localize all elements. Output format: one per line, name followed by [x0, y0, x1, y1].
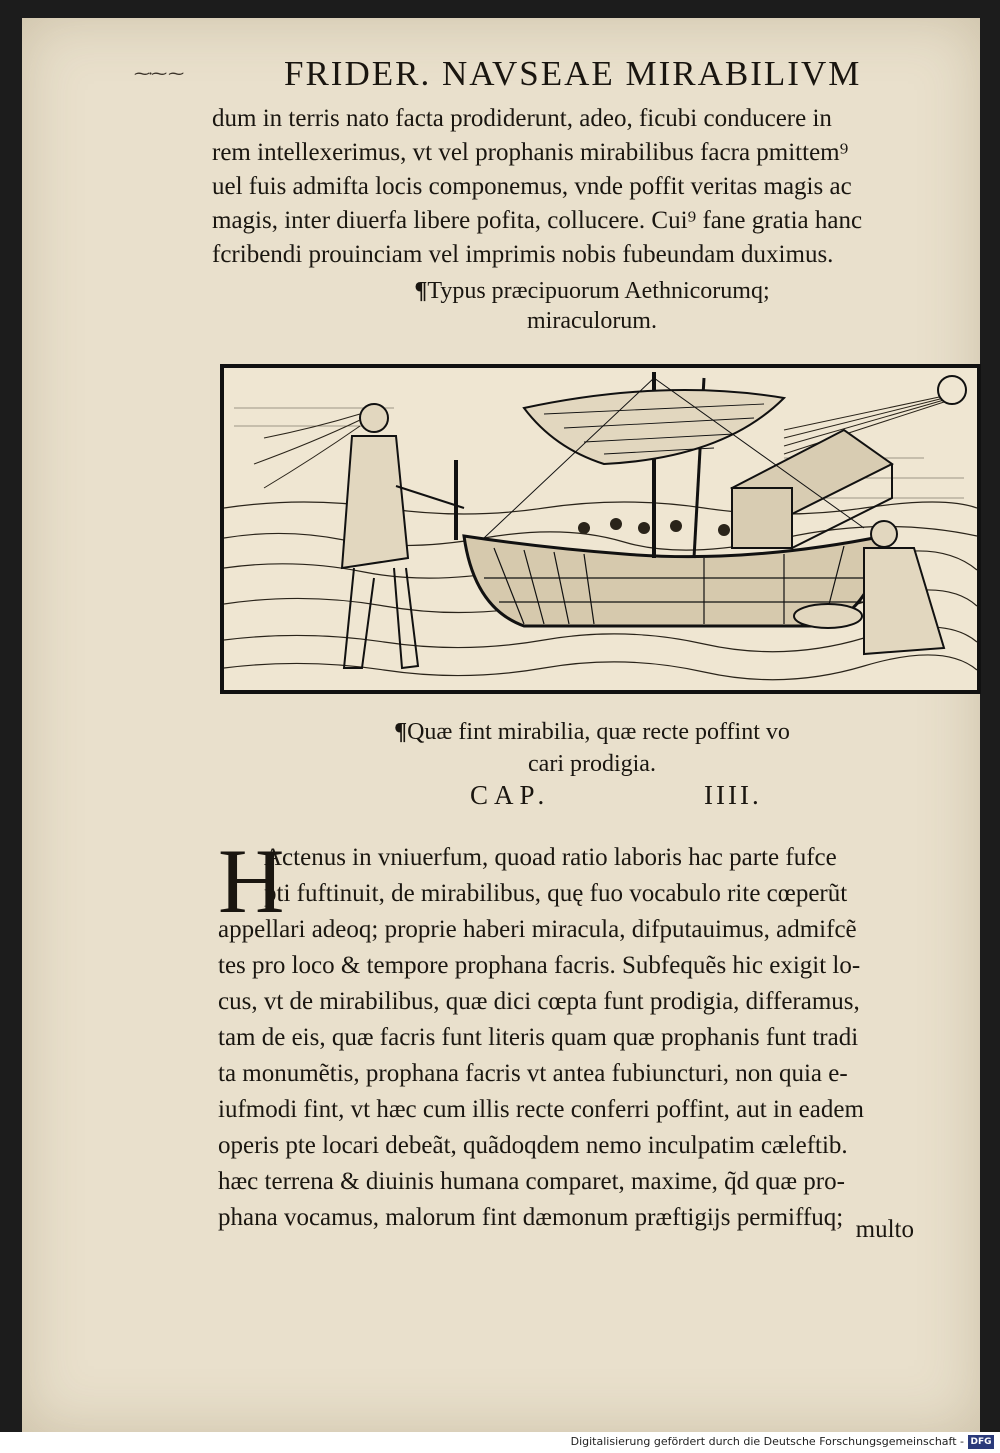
chapter-heading: [242, 716, 942, 780]
figure-caption: [242, 276, 942, 336]
text-line: phana vocamus, malorum fint dæmonum præftigijs permiffuq;: [218, 1204, 844, 1231]
text-line: operis pte locari debeãt, quãdoqdem nemo inculpatim cæleftib.: [218, 1132, 848, 1159]
text-line: dum in terris nato facta prodiderunt, adeo, ficubi conducere in: [212, 105, 832, 132]
catchword: multo: [855, 1216, 914, 1243]
text-line: ta monumẽtis, prophana facris vt antea fubiuncturi, non quia e-: [218, 1060, 848, 1087]
chapter-title-line: cari prodigia.: [528, 751, 656, 777]
text-line: fcribendi prouinciam vel imprimis nobis fubeundam duximus.: [212, 241, 834, 268]
figure-caption-line: miraculorum.: [527, 308, 657, 334]
text-line: pti fuftinuit, de mirabilibus, quę fuo vocabulo rite cœperũt: [264, 880, 848, 907]
text-line: cus, vt de mirabilibus, quæ dici cœpta funt prodigia, differamus,: [218, 988, 860, 1015]
top-paragraph: [212, 102, 957, 272]
chapter-title-line: Quæ fint mirabilia, quæ recte poffint vo: [407, 719, 790, 745]
header-ornament: ⁓·⁓ ⁓: [134, 64, 183, 83]
drop-capital: H: [218, 830, 285, 932]
wind-head: [938, 376, 966, 404]
body-paragraph: [218, 830, 978, 1236]
text-line: Actenus in vniuerfum, quoad ratio laboris hac parte fufce: [264, 844, 837, 871]
text-line: hæc terrena & diuinis humana comparet, maxime, q̃d quæ pro-: [218, 1168, 845, 1195]
pilcrow-mark: ¶: [414, 278, 428, 304]
text-line: rem intellexerimus, vt vel prophanis mirabilibus facra pmittem⁹: [212, 139, 849, 166]
flowing-hair: [254, 414, 360, 488]
figure-caption-line: Typus præcipuorum Aethnicorumq;: [427, 278, 770, 304]
funding-credit: Digitalisierung gefördert durch die Deutsche Forschungsgemeinschaft -: [570, 1435, 964, 1448]
woodcut-drawing: [224, 368, 977, 690]
page-header: [22, 52, 980, 92]
chapter-number: IIII.: [704, 780, 762, 810]
pilcrow-mark: ¶: [394, 719, 408, 745]
text-line: appellari adeoq; proprie haberi miracula, difputauimus, admifcẽ: [218, 916, 857, 943]
text-line: tes pro loco & tempore prophana facris. Subfequẽs hic exigit lo-: [218, 952, 861, 979]
chapter-label: CAP.: [470, 780, 551, 810]
footer-bar: [0, 1432, 1000, 1453]
ark: [732, 430, 892, 548]
woodcut-illustration: [220, 364, 981, 694]
text-line: iufmodi fint, vt hæc cum illis recte conferri poffint, aut in eadem: [218, 1096, 864, 1123]
text-line: uel fuis admifta locis componemus, vnde poffit veritas magis ac: [212, 173, 852, 200]
text-line: magis, inter diuerfa libere pofita, collucere. Cui⁹ fane gratia hanc: [212, 207, 863, 234]
standing-figure: [342, 404, 464, 668]
dfg-logo-icon: DFG: [968, 1435, 994, 1449]
text-line: tam de eis, quæ facris funt literis quam quæ prophanis funt tradi: [218, 1024, 859, 1051]
book-page: [22, 18, 980, 1432]
running-head: FRIDER. NAVSEAE MIRABILIVM: [284, 54, 862, 93]
